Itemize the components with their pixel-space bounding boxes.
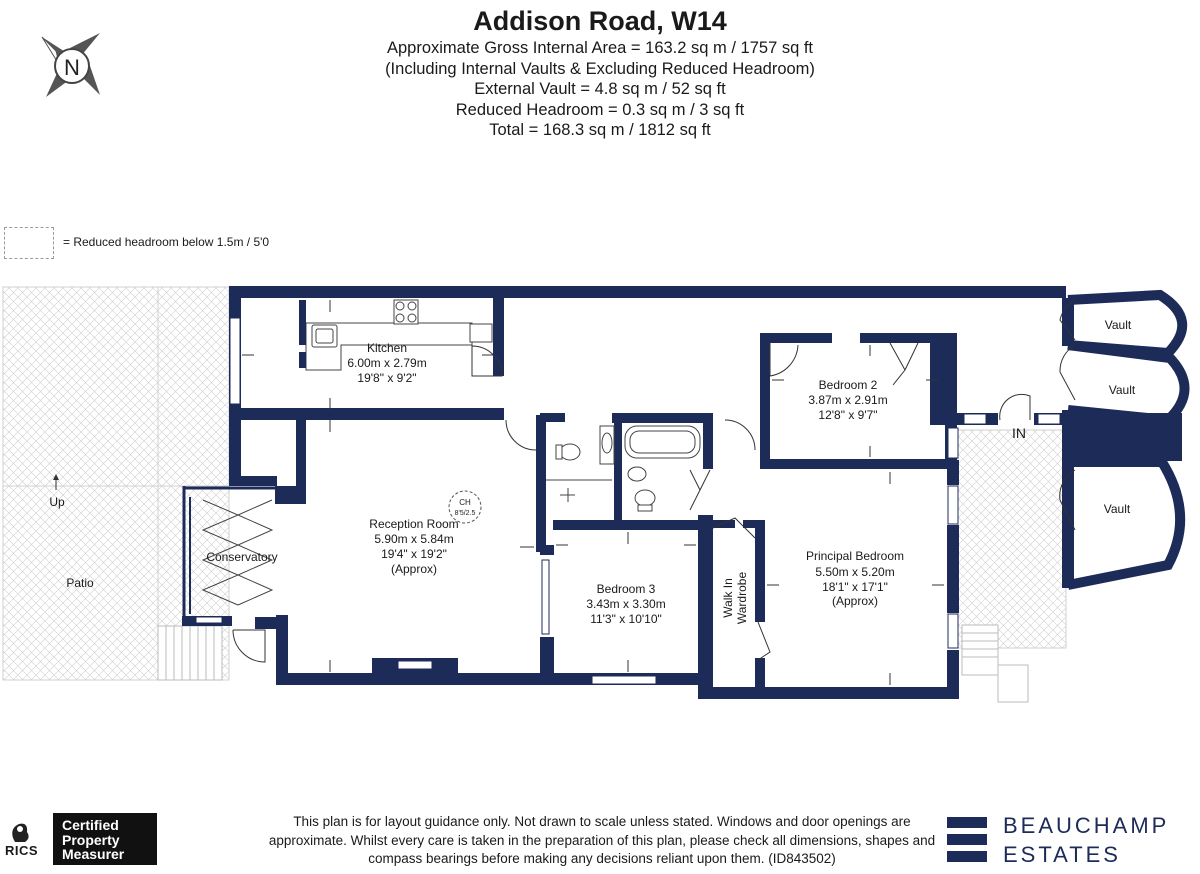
cert-line-1: Certified — [62, 817, 119, 833]
brand-name-line2: ESTATES — [1003, 842, 1121, 867]
reception-name: Reception Room — [369, 517, 459, 531]
entrance-label: IN — [1012, 425, 1026, 441]
kitchen-imperial: 19'8" x 9'2" — [357, 371, 417, 385]
cert-line-3: Measurer — [62, 846, 125, 862]
reception-note: (Approx) — [390, 562, 438, 576]
entrance-area — [958, 430, 1066, 648]
principal-imperial: 18'1" x 17'1" — [822, 580, 888, 594]
ch-height-label: 8'5/2.5 — [454, 510, 476, 517]
reception-imperial: 19'4" x 19'2" — [381, 547, 447, 561]
area-line-reduced-headroom: Reduced Headroom = 0.3 sq m / 3 sq ft — [455, 100, 745, 119]
brand-name-line1: BEAUCHAMP — [1003, 813, 1170, 838]
bedroom2-metric: 3.87m x 2.91m — [808, 393, 888, 407]
vault1-name: Vault — [1104, 318, 1132, 332]
kitchen-metric: 6.00m x 2.79m — [347, 356, 427, 370]
area-line-total: Total = 168.3 sq m / 1812 sq ft — [489, 121, 711, 139]
area-line-external-vault: External Vault = 4.8 sq m / 52 sq ft — [474, 80, 726, 98]
compass-n-label: N — [64, 55, 80, 80]
walk-in-label-line1: Walk In — [721, 578, 735, 618]
bedroom3-metric: 3.43m x 3.30m — [586, 597, 666, 611]
vault3-name: Vault — [1103, 502, 1131, 516]
legend-text: = Reduced headroom below 1.5m / 5'0 — [63, 235, 270, 249]
ch-label: CH — [459, 498, 471, 507]
cert-line-2: Property — [62, 831, 120, 848]
bedroom2-imperial: 12'8" x 9'7" — [818, 408, 878, 422]
vault2-name: Vault — [1108, 383, 1136, 397]
compass-icon — [42, 33, 100, 97]
principal-name: Principal Bedroom — [805, 549, 905, 563]
walk-in-label-line2: Wardrobe — [735, 571, 749, 625]
page-title: Addison Road, W14 — [473, 6, 727, 36]
principal-note: (Approx) — [831, 594, 879, 608]
rics-logo-icon — [12, 824, 28, 842]
kitchen-name: Kitchen — [366, 341, 408, 355]
bathroom-fixtures — [546, 426, 700, 511]
certified-measurer-badge — [53, 813, 157, 865]
area-line-gross: Approximate Gross Internal Area = 163.2 sq m / 1757 sq ft — [386, 39, 814, 57]
bedroom3-imperial: 11'3" x 10'10" — [590, 612, 662, 626]
rics-label: RICS — [5, 843, 39, 858]
conservatory-name: Conservatory — [206, 550, 278, 564]
up-label: Up — [49, 495, 65, 509]
reception-metric: 5.90m x 5.84m — [374, 532, 454, 546]
bedroom3-name: Bedroom 3 — [596, 582, 656, 596]
patio-name: Patio — [66, 576, 94, 590]
disclaimer-text: This plan is for layout guidance only. Not drawn to scale unless stated. Windows and door openings are approximate. Whilst every care is taken in the preparation of this plan, please check all dimensions, shapes and compass bearings before making any decisions reliant upon them. (ID843502) — [268, 814, 936, 866]
principal-metric: 5.50m x 5.20m — [815, 565, 895, 579]
brand-logo-icon — [947, 817, 987, 862]
bedroom2-name: Bedroom 2 — [818, 378, 878, 392]
area-line-including: (Including Internal Vaults & Excluding Reduced Headroom) — [385, 59, 815, 78]
